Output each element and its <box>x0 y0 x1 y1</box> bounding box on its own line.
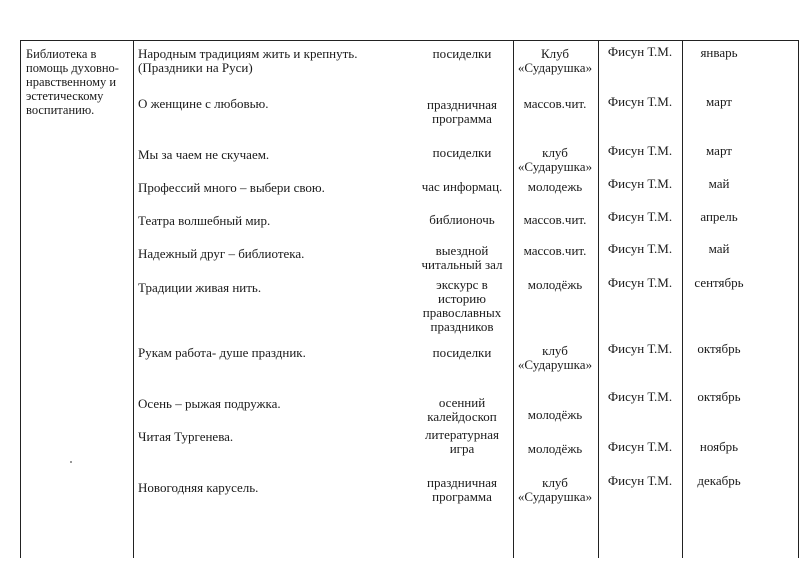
section-title: Библиотека в помощь духовно-нравственному и эстетическому воспитанию. <box>26 47 119 117</box>
event-form: час информац. <box>421 179 503 194</box>
event-month: ноябрь <box>699 439 739 454</box>
event-form: библионочь <box>429 212 495 227</box>
event-audience: молодёжь <box>527 441 583 456</box>
event-responsible: Фисун Т.М. <box>607 176 673 191</box>
event-form: осенний калейдоскоп <box>427 395 497 424</box>
event-title: Профессий много – выбери свою. <box>138 180 325 195</box>
event-audience: клуб «Сударушка» <box>517 475 593 504</box>
event-title: Надежный друг – библиотека. <box>138 246 305 261</box>
event-audience: молодёжь <box>527 277 583 292</box>
scan-speck <box>70 461 72 463</box>
event-responsible: Фисун Т.М. <box>607 94 673 109</box>
event-responsible: Фисун Т.М. <box>607 44 673 59</box>
event-month: март <box>706 143 732 158</box>
event-audience: массов.чит. <box>523 243 587 258</box>
event-form: литературная игра <box>424 427 500 456</box>
event-title: О женщине с любовью. <box>138 96 269 111</box>
event-form: праздничная программа <box>427 475 497 504</box>
event-month: май <box>708 176 730 191</box>
event-title: Театра волшебный мир. <box>138 213 271 228</box>
table-border-right <box>798 40 799 558</box>
event-month: январь <box>700 45 738 60</box>
event-responsible: Фисун Т.М. <box>607 389 673 404</box>
event-title: Новогодняя карусель. <box>138 480 259 495</box>
event-month: декабрь <box>697 473 741 488</box>
event-title: Традиции живая нить. <box>138 280 262 295</box>
event-month: май <box>708 241 730 256</box>
event-responsible: Фисун Т.М. <box>607 341 673 356</box>
event-form: экскурс в историю православных праздников <box>422 277 502 334</box>
event-audience: Клуб «Сударушка» <box>517 46 593 75</box>
event-responsible: Фисун Т.М. <box>607 439 673 454</box>
event-responsible: Фисун Т.М. <box>607 241 673 256</box>
event-audience: массов.чит. <box>523 96 587 111</box>
event-audience: молодежь <box>527 179 583 194</box>
event-month: октябрь <box>697 389 741 404</box>
event-audience: клуб «Сударушка» <box>517 343 593 372</box>
event-form: посиделки <box>432 46 492 61</box>
event-month: апрель <box>700 209 738 224</box>
event-audience: массов.чит. <box>523 212 587 227</box>
event-responsible: Фисун Т.М. <box>607 143 673 158</box>
event-title: Читая Тургенева. <box>138 429 234 444</box>
event-month: сентябрь <box>694 275 744 290</box>
event-responsible: Фисун Т.М. <box>607 275 673 290</box>
event-month: март <box>706 94 732 109</box>
event-audience: молодёжь <box>527 407 583 422</box>
table-border-left <box>20 40 21 558</box>
table-divider-1 <box>133 40 134 558</box>
event-month: октябрь <box>697 341 741 356</box>
event-form: посиделки <box>432 145 492 160</box>
event-title: Народным традициям жить и крепнуть. (Праздники на Руси) <box>138 46 358 75</box>
event-title: Рукам работа- душе праздник. <box>138 345 306 360</box>
event-form: праздничная программа <box>427 97 497 126</box>
event-title: Осень – рыжая подружка. <box>138 396 281 411</box>
event-responsible: Фисун Т.М. <box>607 209 673 224</box>
event-audience: клуб «Сударушка» <box>517 145 593 174</box>
event-responsible: Фисун Т.М. <box>607 473 673 488</box>
event-title: Мы за чаем не скучаем. <box>138 147 270 162</box>
event-form: посиделки <box>432 345 492 360</box>
event-form: выездной читальный зал <box>421 243 503 272</box>
